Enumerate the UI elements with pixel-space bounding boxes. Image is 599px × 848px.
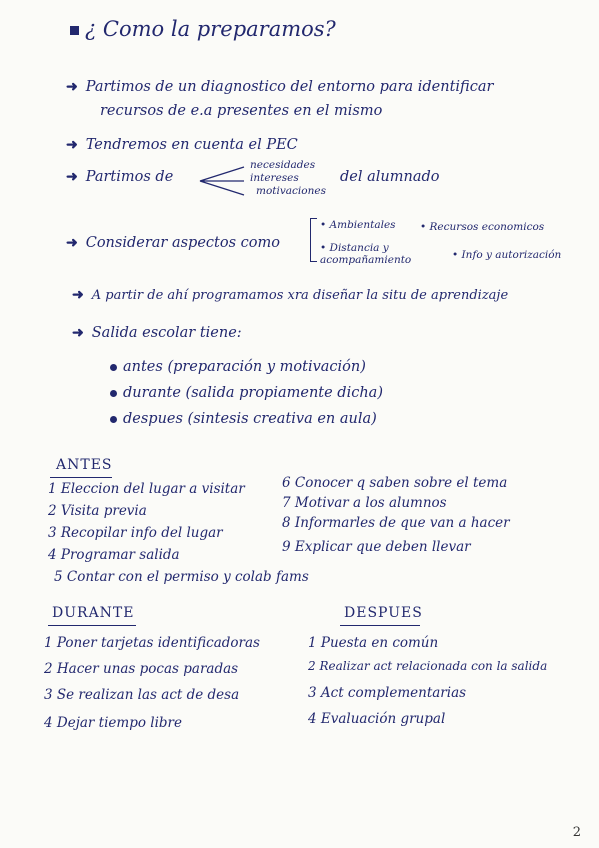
branch-lines [196, 163, 246, 199]
branch-intereses: intereses [250, 172, 299, 184]
durante-item-1: 1 Poner tarjetas identificadoras [44, 635, 260, 651]
arrow-icon: ➜ [66, 79, 78, 95]
branch-necesidades: necesidades [250, 159, 316, 171]
phase-durante: durante (salida propiamente dicha) [110, 386, 383, 402]
bracket [310, 218, 317, 262]
antes-item-1: 1 Eleccion del lugar a visitar [48, 481, 245, 497]
antes-item-8: 8 Informarles de que van a hacer [282, 515, 510, 531]
antes-item-4: 4 Programar salida [48, 547, 180, 563]
despues-heading: DESPUES [344, 605, 423, 621]
antes-item-2: 2 Visita previa [48, 503, 147, 519]
bullet-partimos-suffix: del alumnado [340, 169, 440, 185]
despues-item-1: 1 Puesta en común [308, 635, 439, 651]
despues-underline [340, 625, 420, 626]
square-bullet-icon [70, 26, 79, 35]
dot-icon [110, 416, 117, 423]
bullet-partimos: ➜ Partimos de [66, 169, 174, 185]
antes-item-7: 7 Motivar a los alumnos [282, 495, 447, 511]
arrow-icon: ➜ [72, 287, 84, 303]
durante-item-4: 4 Dejar tiempo libre [44, 715, 182, 731]
branch-motivaciones: motivaciones [256, 185, 326, 197]
aspect-recursos: • Recursos economicos [420, 221, 545, 233]
arrow-icon: ➜ [66, 169, 78, 185]
antes-heading: ANTES [56, 457, 113, 473]
page-number: 2 [572, 825, 581, 840]
durante-underline [48, 625, 136, 626]
aspect-info: • Info y autorización [452, 249, 562, 261]
phase-despues: despues (sintesis creativa en aula) [110, 412, 377, 428]
antes-item-9: 9 Explicar que deben llevar [282, 539, 471, 555]
bullet-programamos: ➜ A partir de ahí programamos xra diseñar la situ de aprendizaje [72, 287, 509, 303]
aspect-ambientales: • Ambientales [320, 219, 396, 231]
phase-antes: antes (preparación y motivación) [110, 360, 366, 376]
bullet-salida: ➜ Salida escolar tiene: [72, 325, 242, 341]
arrow-icon: ➜ [72, 325, 84, 341]
despues-item-4: 4 Evaluación grupal [308, 711, 446, 727]
durante-item-3: 3 Se realizan las act de desa [44, 687, 240, 703]
aspect-distancia: • Distancia y acompañamiento [320, 242, 412, 266]
antes-item-3: 3 Recopilar info del lugar [48, 525, 223, 541]
bullet-diagnostico: ➜ Partimos de un diagnostico del entorno para identificar [66, 79, 494, 95]
durante-heading: DURANTE [52, 605, 135, 621]
bullet-pec: ➜ Tendremos en cuenta el PEC [66, 137, 298, 153]
arrow-icon: ➜ [66, 137, 78, 153]
bullet-diagnostico-cont: recursos de e.a presentes en el mismo [100, 103, 383, 119]
despues-item-2: 2 Realizar act relacionada con la salida [308, 659, 548, 673]
page-title: ¿ Como la preparamos? [70, 18, 336, 41]
dot-icon [110, 364, 117, 371]
bullet-considerar: ➜ Considerar aspectos como [66, 235, 280, 251]
despues-item-3: 3 Act complementarias [308, 685, 467, 701]
antes-item-5: 5 Contar con el permiso y colab fams [54, 569, 309, 585]
antes-item-6: 6 Conocer q saben sobre el tema [282, 475, 508, 491]
antes-underline [50, 477, 112, 478]
arrow-icon: ➜ [66, 235, 78, 251]
dot-icon [110, 390, 117, 397]
durante-item-2: 2 Hacer unas pocas paradas [44, 661, 239, 677]
